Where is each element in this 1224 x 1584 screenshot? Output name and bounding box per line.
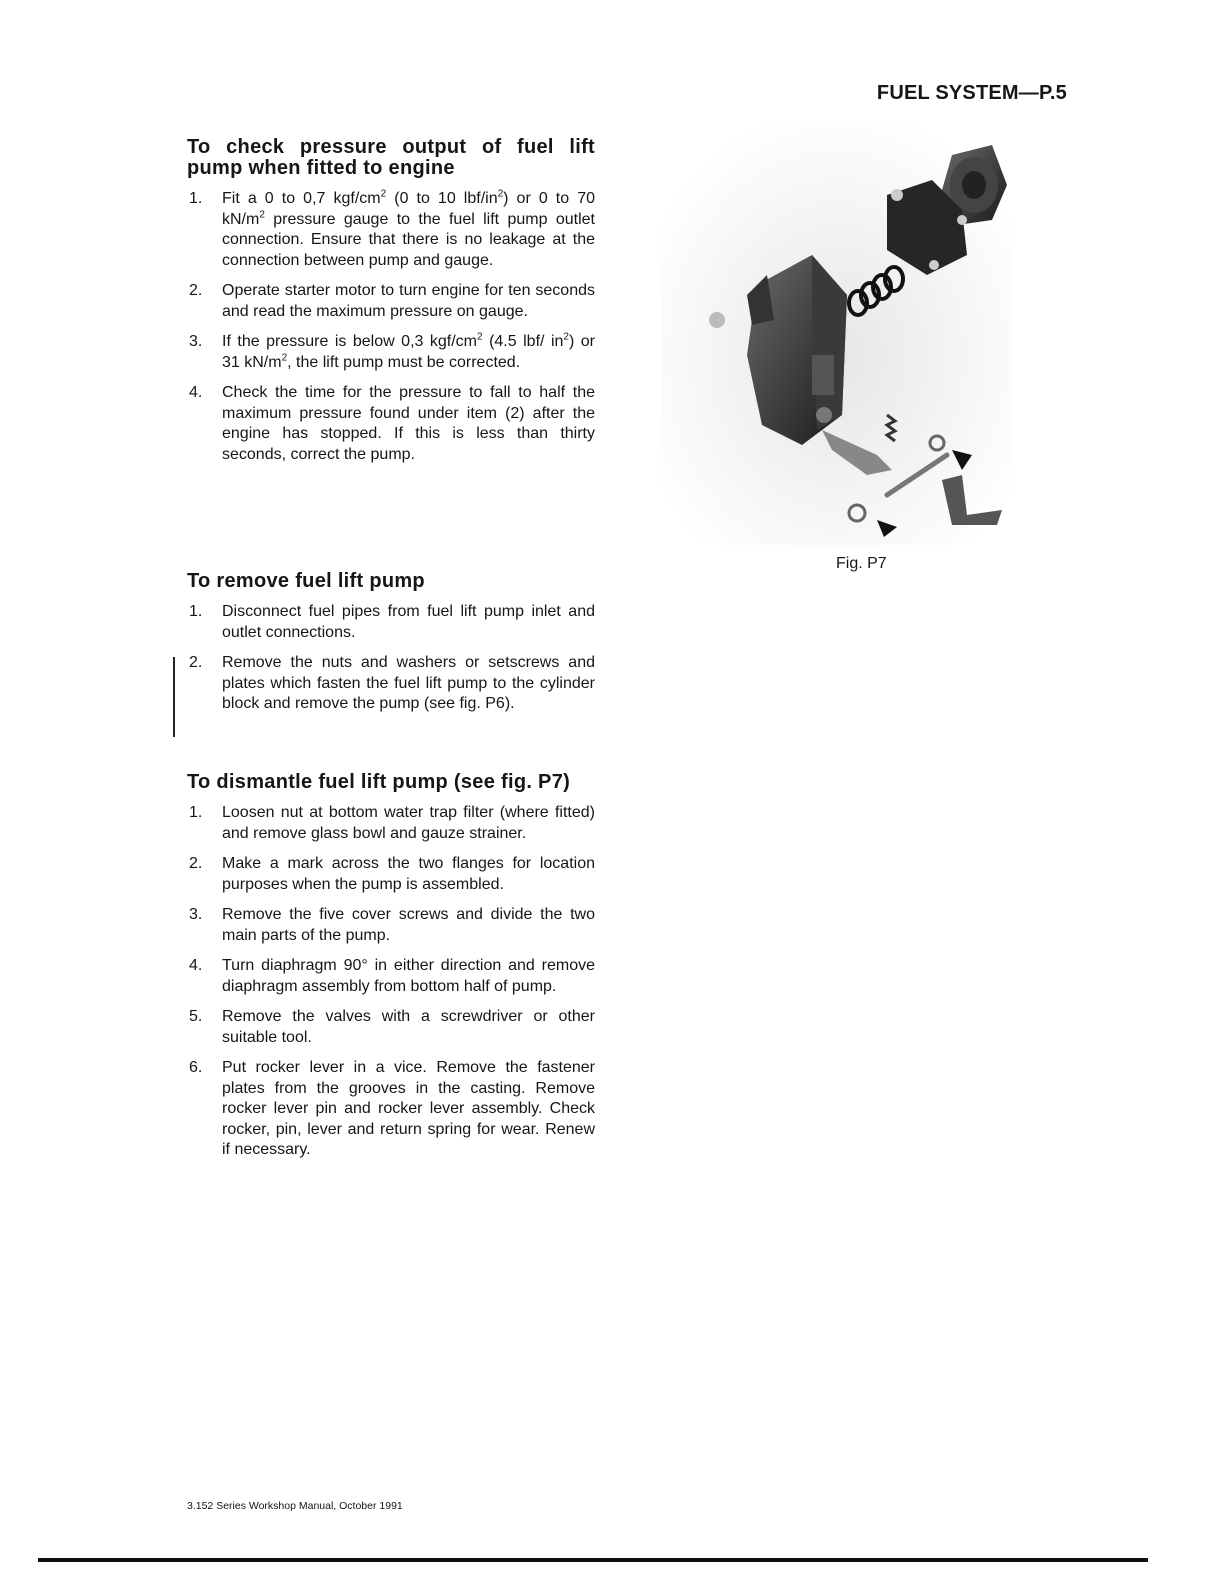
section-check-pressure	[187, 137, 595, 475]
step-text: Operate starter motor to turn engine for ten seconds and read the maximum pressure on gauge.	[222, 282, 595, 320]
step-number: 5.	[189, 1008, 203, 1025]
fuel-lift-pump-exploded-photo	[662, 125, 1012, 545]
step-number: 3.	[189, 333, 203, 350]
step-text: Make a mark across the two flanges for location purposes when the pump is assembled.	[222, 855, 595, 893]
step-text: Fit a 0 to 0,7 kgf/$cm^2$ (0 to 10 lbf/$in^2$) or 0 to 70 $kN/m^2$ pressure gauge to the fuel lift pump outlet connection. Ensure that there is no leakage at the connection between pump and gauge.	[222, 188, 596, 269]
figure-caption: Fig. P7	[836, 555, 887, 572]
step-text: Put rocker lever in a vice. Remove the fastener plates from the grooves in the casting. Remove rocker lever pin and rocker lever assembly. Check rocker, pin, lever and return spring for wear. Renew if necessary.	[222, 1059, 595, 1158]
revision-change-bar	[173, 657, 175, 737]
section-title: To check pressure output of fuel lift pump when fitted to engine	[187, 136, 595, 179]
section-title: To remove fuel lift pump	[187, 570, 425, 592]
step-item	[187, 905, 595, 946]
step-text: Disconnect fuel pipes from fuel lift pump inlet and outlet connections.	[222, 603, 595, 641]
section-remove-pump	[187, 571, 595, 725]
bottom-rule	[38, 1558, 1148, 1562]
step-text: Check the time for the pressure to fall to half the maximum pressure found under item (2) after the engine has stopped. If this is less than thirty seconds, correct the pump.	[222, 384, 595, 463]
step-item	[187, 1007, 595, 1048]
step-number: 4.	[189, 384, 203, 401]
step-text: Remove the five cover screws and divide the two main parts of the pump.	[222, 906, 595, 944]
step-number: 2.	[189, 654, 203, 671]
step-item	[187, 332, 595, 373]
step-list	[187, 803, 595, 1161]
step-text: If the pressure is below 0,3 kgf/$cm^2$ (4.5 lbf/ $in^2$) or 31 $kN/m^2$, the lift pump must be corrected.	[222, 331, 596, 371]
page-header: FUEL SYSTEM—P.5	[876, 82, 1067, 104]
step-text: Remove the valves with a screwdriver or other suitable tool.	[222, 1008, 595, 1046]
section-title: To dismantle fuel lift pump (see fig. P7)	[187, 771, 571, 793]
section-dismantle-pump	[187, 772, 595, 1171]
page-footer: 3.152 Series Workshop Manual, October 1991	[187, 1500, 403, 1512]
step-item	[187, 653, 595, 715]
step-item	[187, 281, 595, 322]
step-item	[187, 956, 595, 997]
step-item	[187, 1058, 595, 1161]
step-number: 1.	[189, 804, 203, 821]
step-number: 2.	[189, 282, 203, 299]
step-item	[187, 189, 595, 271]
step-item	[187, 854, 595, 895]
step-number: 6.	[189, 1059, 203, 1076]
step-number: 1.	[189, 603, 203, 620]
step-list	[187, 189, 595, 465]
step-item	[187, 803, 595, 844]
step-text: Remove the nuts and washers or setscrews and plates which fasten the fuel lift pump to the cylinder block and remove the pump (see fig. P6).	[222, 654, 595, 712]
step-text: Loosen nut at bottom water trap filter (where fitted) and remove glass bowl and gauze strainer.	[222, 804, 595, 842]
step-number: 1.	[189, 190, 203, 207]
step-item	[187, 383, 595, 465]
step-text: Turn diaphragm 90° in either direction and remove diaphragm assembly from bottom half of pump.	[222, 957, 595, 995]
step-number: 3.	[189, 906, 203, 923]
step-number: 2.	[189, 855, 203, 872]
step-item	[187, 602, 595, 643]
step-list	[187, 602, 595, 715]
step-number: 4.	[189, 957, 203, 974]
